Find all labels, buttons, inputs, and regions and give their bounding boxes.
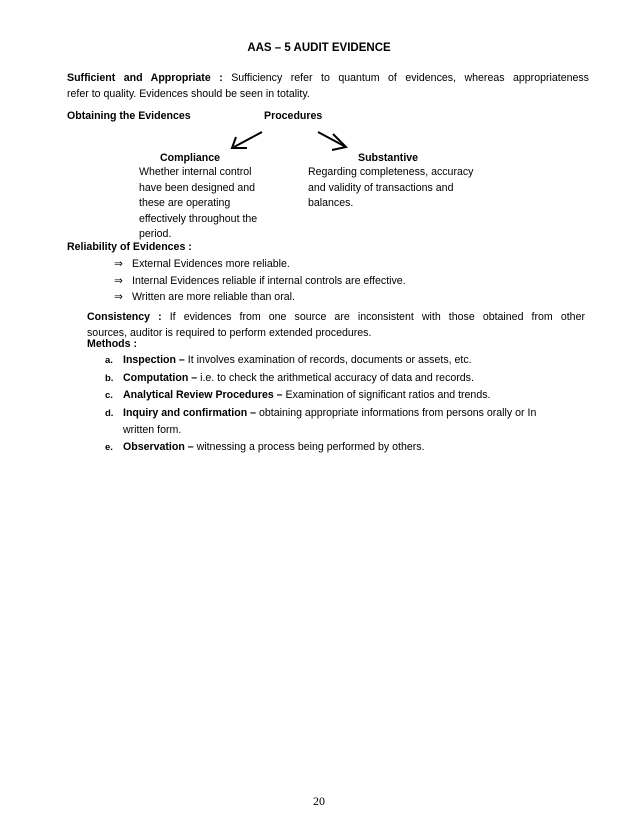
implies-arrow-icon: ⇒ bbox=[114, 258, 123, 270]
methods-list bbox=[105, 352, 587, 456]
sufficient-paragraph bbox=[67, 70, 589, 102]
compliance-heading: Compliance bbox=[160, 152, 221, 164]
method-item-continuation: written form. bbox=[123, 424, 182, 436]
method-item: c. Analytical Review Procedures – Examination of significant ratios and trends. bbox=[105, 389, 491, 401]
compliance-line: Whether internal control bbox=[139, 166, 252, 178]
substantive-line: Regarding completeness, accuracy bbox=[308, 166, 474, 178]
consistency-text-line1: If evidences from one source are inconsistent with those obtained from other bbox=[169, 311, 585, 323]
method-item: e. Observation – witnessing a process being performed by others. bbox=[105, 440, 425, 453]
compliance-line: period. bbox=[139, 228, 172, 240]
compliance-arrow bbox=[232, 132, 262, 148]
method-item: d. Inquiry and confirmation – obtaining appropriate informations from persons orally or In bbox=[105, 406, 537, 419]
consistency-paragraph bbox=[87, 309, 585, 341]
page-title: AAS – 5 AUDIT EVIDENCE bbox=[247, 42, 391, 54]
sufficient-label: Sufficient and Appropriate : bbox=[67, 72, 223, 84]
sufficient-text-line1: Sufficiency refer to quantum of evidences, whereas appropriateness bbox=[231, 72, 589, 84]
consistency-label: Consistency : bbox=[87, 311, 162, 323]
method-item: a. Inspection – It involves examination of records, documents or assets, etc. bbox=[105, 354, 472, 366]
compliance-line: effectively throughout the bbox=[139, 212, 258, 225]
substantive-heading: Substantive bbox=[358, 152, 419, 164]
reliability-item: ⇒ Internal Evidences reliable if internal controls are effective. bbox=[114, 273, 406, 290]
reliability-item: ⇒ External Evidences more reliable. bbox=[114, 256, 406, 273]
methods-heading: Methods : bbox=[87, 338, 138, 350]
substantive-line: balances. bbox=[308, 197, 354, 209]
implies-arrow-icon: ⇒ bbox=[114, 274, 123, 287]
consistency-text-line2: sources, auditor is required to perform extended procedures. bbox=[87, 327, 372, 339]
compliance-description bbox=[139, 165, 257, 243]
sufficient-text-line2: refer to quality. Evidences should be seen in totality. bbox=[67, 88, 310, 100]
procedures-label: Procedures bbox=[264, 110, 323, 122]
page-number: 20 bbox=[313, 794, 325, 808]
obtaining-label: Obtaining the Evidences bbox=[67, 110, 191, 122]
compliance-line: have been designed and bbox=[139, 181, 256, 194]
substantive-description bbox=[308, 165, 473, 212]
reliability-heading: Reliability of Evidences : bbox=[67, 241, 192, 253]
substantive-line: and validity of transactions and bbox=[308, 181, 454, 194]
implies-arrow-icon: ⇒ bbox=[114, 291, 123, 303]
method-item: b. Computation – i.e. to check the arithmetical accuracy of data and records. bbox=[105, 371, 474, 384]
reliability-item: ⇒ Written are more reliable than oral. bbox=[114, 289, 406, 306]
reliability-list bbox=[114, 256, 406, 306]
substantive-arrow bbox=[318, 132, 346, 150]
compliance-line: these are operating bbox=[139, 197, 231, 209]
